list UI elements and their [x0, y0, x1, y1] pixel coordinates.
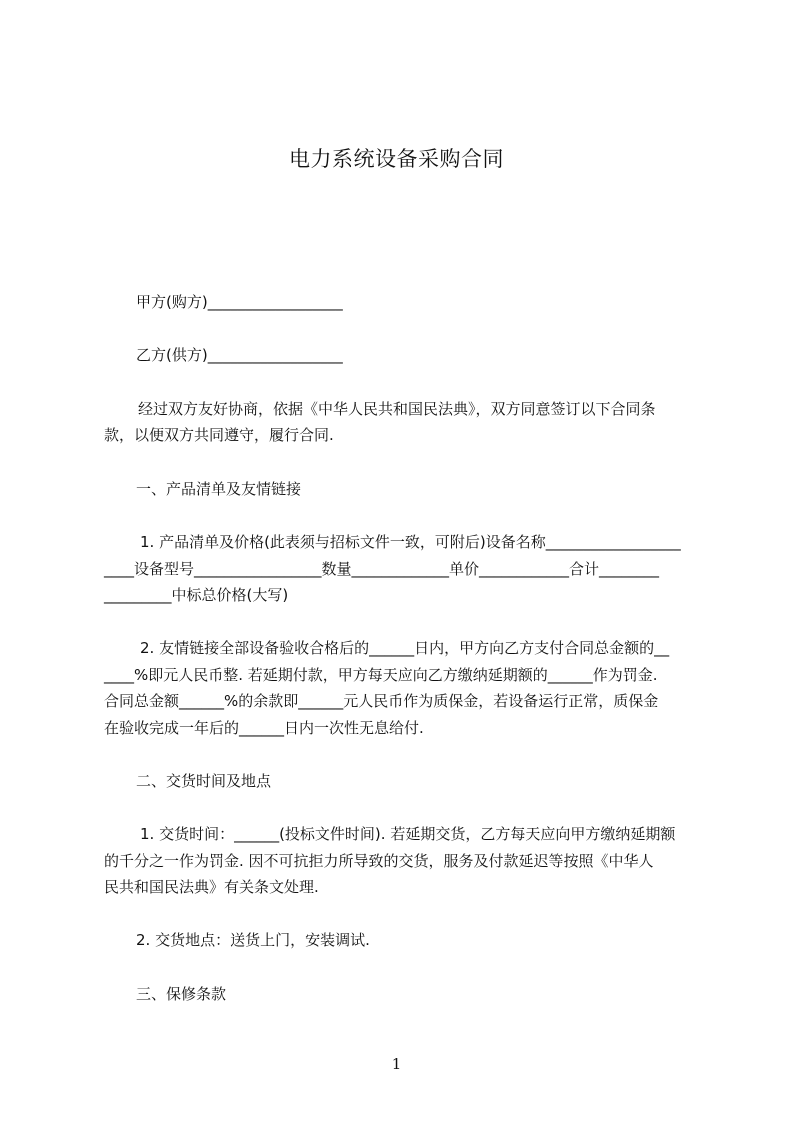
clause-1-1-line-2: ____设备型号_________________数量_____________单价____________合计________	[104, 560, 660, 578]
clause-2-1-line-3: 民共和国民法典》有关条文处理.	[104, 878, 319, 896]
intro-line-2: 款，以便双方共同遵守，履行合同.	[104, 426, 334, 444]
clause-1-2-line-3: 合同总金额______%的余款即______元人民币作为质保金，若设备运行正常，质保金	[104, 692, 659, 710]
party-b-line: 乙方(供方)__________________	[136, 346, 343, 364]
intro-line-1: 经过双方友好协商，依据《中华人民共和国民法典》，双方同意签订以下合同条	[138, 400, 656, 418]
clause-1-2-line-4: 在验收完成一年后的______日内一次性无息给付.	[104, 719, 424, 737]
party-a-line: 甲方(购方)__________________	[136, 293, 343, 311]
document-title: 电力系统设备采购合同	[289, 147, 504, 171]
section-3-heading: 三、保修条款	[136, 985, 227, 1003]
clause-2-1-line-1: 1. 交货时间：______(投标文件时间). 若延期交货，乙方每天应向甲方缴纳延期额	[140, 825, 676, 843]
clause-1-1-line-3: _________中标总价格(大写)	[104, 586, 289, 604]
section-1-heading: 一、产品清单及友情链接	[136, 480, 302, 498]
clause-2-2: 2. 交货地点：送货上门，安装调试.	[136, 931, 370, 949]
clause-1-2-line-2: ____%即元人民币整. 若延期付款，甲方每天应向乙方缴纳延期额的______作为罚金.	[104, 666, 658, 684]
section-2-heading: 二、交货时间及地点	[136, 772, 272, 790]
clause-1-1-line-1: 1. 产品清单及价格(此表须与招标文件一致，可附后)设备名称__________________	[140, 533, 681, 551]
clause-1-2-line-1: 2. 友情链接全部设备验收合格后的______日内，甲方向乙方支付合同总金额的__	[140, 639, 670, 657]
page-number: 1	[391, 1055, 402, 1073]
clause-2-1-line-2: 的千分之一作为罚金. 因不可抗拒力所导致的交货，服务及付款延迟等按照《中华人	[104, 852, 654, 870]
